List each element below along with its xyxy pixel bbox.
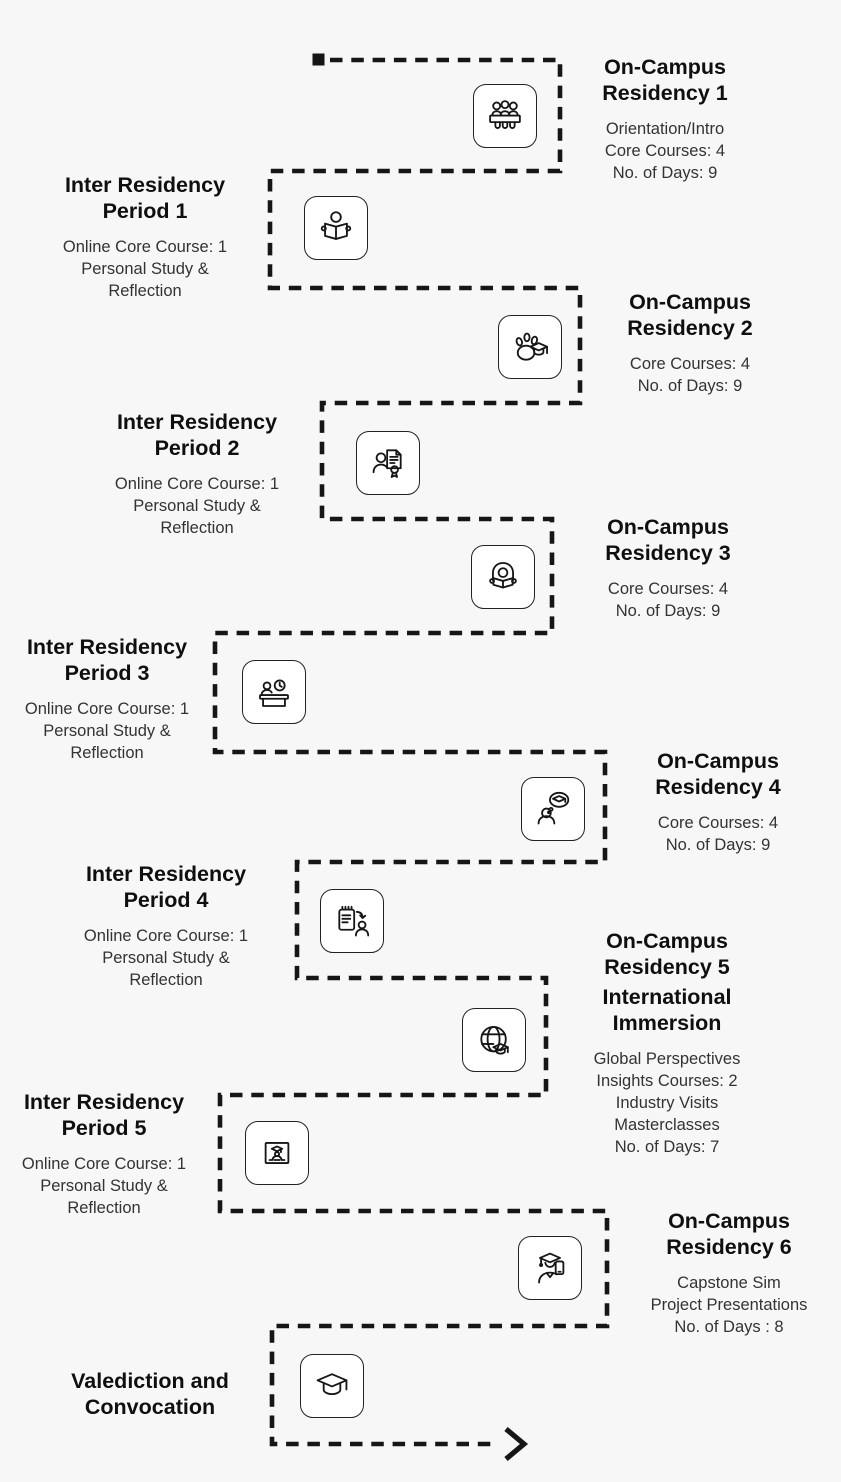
stage-title: On-Campus Residency 2 bbox=[627, 290, 753, 340]
stage-detail-line: Online Core Course: 1 bbox=[114, 475, 280, 493]
stage-details bbox=[550, 118, 780, 184]
stage-detail-line: Reflection bbox=[129, 971, 203, 989]
stage-detail-line: Core Courses: 4 bbox=[604, 142, 726, 160]
stage-detail-line: No. of Days: 9 bbox=[665, 836, 771, 854]
stage-detail-line: Reflection bbox=[70, 744, 144, 762]
stage-title: Inter Residency Period 4 bbox=[85, 862, 247, 912]
stage-detail-line: Orientation/Intro bbox=[605, 120, 725, 138]
stage-title: On-Campus Residency 1 bbox=[602, 55, 728, 105]
stage-detail-line: Online Core Course: 1 bbox=[83, 927, 249, 945]
stage-detail-line: Personal Study & bbox=[43, 722, 171, 740]
meeting-table-icon bbox=[484, 95, 526, 137]
stage-details bbox=[82, 473, 312, 539]
woman-reading-book-icon bbox=[482, 556, 524, 598]
stage-detail-line: No. of Days: 9 bbox=[612, 164, 718, 182]
stage-detail-line: Online Core Course: 1 bbox=[24, 700, 190, 718]
icon-box-residency-4 bbox=[521, 777, 585, 841]
stage-detail-line: No. of Days: 9 bbox=[615, 602, 721, 620]
stage-title: On-Campus Residency 5 bbox=[604, 929, 730, 979]
stage-title: Inter Residency Period 3 bbox=[26, 635, 188, 685]
stage-title: Inter Residency Period 1 bbox=[64, 173, 226, 223]
stage-details bbox=[575, 353, 805, 397]
person-thinking-graduation-icon bbox=[532, 788, 574, 830]
stage-details bbox=[30, 236, 260, 302]
stage-detail-line: Core Courses: 4 bbox=[629, 355, 751, 373]
stage-title: On-Campus Residency 4 bbox=[655, 749, 781, 799]
stage-title: On-Campus Residency 6 bbox=[666, 1209, 792, 1259]
stage-detail-line: No. of Days : 8 bbox=[674, 1318, 784, 1336]
stage-detail-line: Reflection bbox=[160, 519, 234, 537]
stage-detail-line: Core Courses: 4 bbox=[607, 580, 729, 598]
person-reading-book-icon bbox=[315, 207, 357, 249]
stage-detail-line: Reflection bbox=[108, 282, 182, 300]
stage-detail-line: Reflection bbox=[67, 1199, 141, 1217]
stage-detail-line: Masterclasses bbox=[614, 1116, 720, 1134]
icon-box-residency-3 bbox=[471, 545, 535, 609]
person-certificate-icon bbox=[367, 442, 409, 484]
stage-detail-line: Personal Study & bbox=[102, 949, 230, 967]
stage-details bbox=[0, 698, 214, 764]
stage-details bbox=[552, 1048, 782, 1158]
icon-box-valediction bbox=[300, 1354, 364, 1418]
stage-inter-residency-period-3 bbox=[0, 634, 214, 764]
icon-box-inter-period-3 bbox=[242, 660, 306, 724]
stage-detail-line: Online Core Course: 1 bbox=[21, 1155, 187, 1173]
path-start-marker bbox=[313, 54, 325, 66]
stage-inter-residency-period-4 bbox=[51, 861, 281, 991]
icon-box-residency-2 bbox=[498, 315, 562, 379]
icon-box-residency-6 bbox=[518, 1236, 582, 1300]
icon-box-inter-period-1 bbox=[304, 196, 368, 260]
graduation-cap-icon bbox=[311, 1365, 353, 1407]
paw-graduation-cap-icon bbox=[509, 326, 551, 368]
stage-detail-line: Personal Study & bbox=[133, 497, 261, 515]
stage-detail-line: No. of Days: 7 bbox=[614, 1138, 720, 1156]
stage-on-campus-residency-3 bbox=[553, 514, 783, 622]
stage-detail-line: Insights Courses: 2 bbox=[596, 1072, 738, 1090]
stage-on-campus-residency-5 bbox=[552, 928, 782, 1158]
stage-valediction-convocation bbox=[35, 1368, 265, 1432]
stage-detail-line: Capstone Sim bbox=[677, 1274, 781, 1292]
path-end-arrow-icon bbox=[506, 1429, 524, 1459]
stage-on-campus-residency-6 bbox=[617, 1208, 841, 1338]
stage-on-campus-residency-2 bbox=[575, 289, 805, 397]
online-class-screen-icon bbox=[256, 1132, 298, 1174]
stage-details bbox=[51, 925, 281, 991]
stage-title: On-Campus Residency 3 bbox=[605, 515, 731, 565]
globe-graduation-cap-icon bbox=[473, 1019, 515, 1061]
desk-with-clock-icon bbox=[253, 671, 295, 713]
stage-detail-line: Project Presentations bbox=[650, 1296, 808, 1314]
stage-inter-residency-period-2 bbox=[82, 409, 312, 539]
stage-inter-residency-period-5 bbox=[0, 1089, 208, 1219]
icon-box-residency-5 bbox=[462, 1008, 526, 1072]
stage-detail-line: Core Courses: 4 bbox=[657, 814, 779, 832]
stage-detail-line: Global Perspectives bbox=[593, 1050, 741, 1068]
stage-details bbox=[617, 1272, 841, 1338]
stage-details bbox=[553, 578, 783, 622]
stage-on-campus-residency-1 bbox=[550, 54, 780, 184]
stage-subtitle: International Immersion bbox=[602, 985, 732, 1035]
stage-details bbox=[0, 1153, 208, 1219]
stage-detail-line: No. of Days: 9 bbox=[637, 377, 743, 395]
stage-details bbox=[603, 812, 833, 856]
stage-inter-residency-period-1 bbox=[30, 172, 260, 302]
notepad-task-person-icon bbox=[331, 900, 373, 942]
icon-box-inter-period-5 bbox=[245, 1121, 309, 1185]
stage-detail-line: Personal Study & bbox=[81, 260, 209, 278]
stage-title: Inter Residency Period 2 bbox=[116, 410, 278, 460]
stage-title: Inter Residency Period 5 bbox=[23, 1090, 185, 1140]
stage-detail-line: Online Core Course: 1 bbox=[62, 238, 228, 256]
stage-on-campus-residency-4 bbox=[603, 748, 833, 856]
icon-box-inter-period-2 bbox=[356, 431, 420, 495]
graduate-with-phone-icon bbox=[529, 1247, 571, 1289]
stage-detail-line: Industry Visits bbox=[615, 1094, 719, 1112]
icon-box-inter-period-4 bbox=[320, 889, 384, 953]
stage-title: Valediction and Convocation bbox=[71, 1369, 229, 1419]
icon-box-residency-1 bbox=[473, 84, 537, 148]
stage-detail-line: Personal Study & bbox=[40, 1177, 168, 1195]
